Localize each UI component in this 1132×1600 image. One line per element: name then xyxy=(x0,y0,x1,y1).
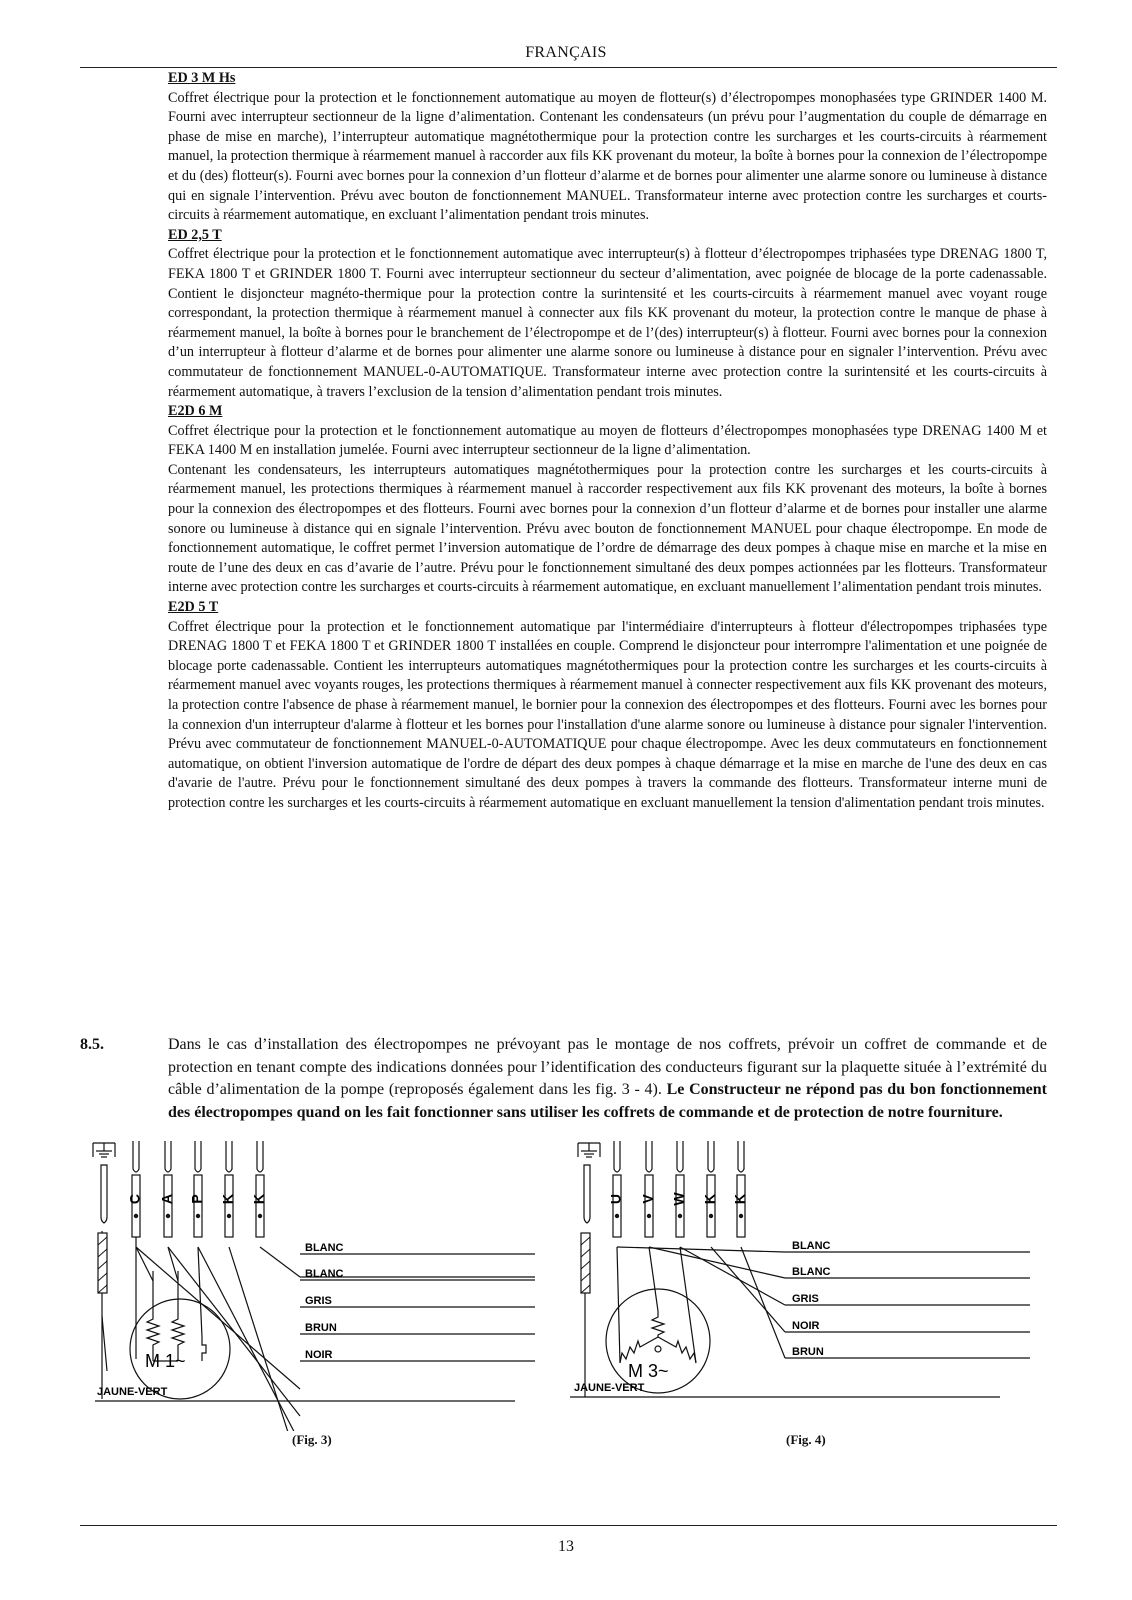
fig3-diagram xyxy=(85,1141,545,1431)
fig3-motor-label: M 1~ xyxy=(145,1351,186,1371)
fig4-terminal-u: U xyxy=(607,1193,624,1205)
controller-descriptions xyxy=(168,69,1047,814)
block-text-e2d5t: Coffret électrique pour la protection et le fonctionnement automatique par l'intermédiaire d'interrupteurs à flotteur d'électropompes triphasées type DRENAG 1800 T et FEKA 1800 T et GRINDER 1800 T installées en couple. Comprend le disjoncteur pour interrompre l'alimentation et une poignée de blocage porte cadenassable. Contient les interrupteurs automatiques magnétothermiques pour la protection contre les surcharges et les courts-circuits à réarmement manuel avec voyants rouges, les protections thermiques à réarmement manuel à connecter respectivement aux fils KK provenant des moteurs, la protection contre l'absence de phase à réarmement manuel, le bornier pour la connexion des électropompes et des flotteurs. Fourni avec les bornes pour la connexion d'un interrupteur d'alarme à flotteur et les bornes pour l'installation d'une alarme sonore ou lumineuse à distance pour signaler l'intervention. Prévu avec commutateur de fonctionnement MANUEL-0-AUTOMATIQUE pour chaque électropompe. Avec les deux commutateurs en fonctionnement automatique, on obtient l'inversion automatique de l'ordre de départ des deux pompes à chaque démarrage et la mise en marche de l'une des deux en cas d'avarie de l'autre. Prévu pour le fonctionnement simultané des deux pompes à travers la commande des flotteurs. Transformateur interne muni de protection contre les surcharges et les courts-circuits à réarmement automatique en excluant manuellement la tension d'alimentation pendant trois minutes. xyxy=(168,618,1047,811)
section-8-5 xyxy=(80,1034,1047,1124)
block-title-ed25t: ED 2,5 T xyxy=(168,226,222,243)
block-text-ed25t: Coffret électrique pour la protection et le fonctionnement automatique avec interrupteur(s) à flotteur d’électropompes triphasées type DRENAG 1800 T, FEKA 1800 T et GRINDER 1800 T. Fourni avec interrupteur sectionneur du secteur d’alimentation, avec poignée de blocage de la porte cadenassable. Contient le disjoncteur magnéto-thermique pour la protection contre la surintensité et les courts-circuits à réarmement manuel avec voyant rouge correspondant, la protection thermique à réarmement manuel à connecter aux fils KK provenant du moteur, la protection contre le manque de phase à réarmement manuel, la boîte à bornes pour le branchement de l’électropompe et de l’(des) interrupteur(s) à flotteur. Fourni avec bornes pour la connexion d’un interrupteur à flotteur d’alarme et de bornes pour alimenter une alarme sonore ou lumineuse à distance pour en signaler l’intervention. Prévu avec commutateur de fonctionnement MANUEL-0-AUTOMATIQUE. Transformateur interne avec protection contre la surintensité et les courts-circuits à réarmement automatique, à travers l’exclusion de la tension d’alimentation pendant trois minutes. xyxy=(168,246,1047,400)
page-number: 13 xyxy=(558,1538,574,1555)
fig4-wire-blanc-2: BLANC xyxy=(792,1266,831,1278)
fig4-wire-blanc-1: BLANC xyxy=(792,1240,831,1252)
fig3-wire-brun: BRUN xyxy=(305,1322,337,1334)
footer-rule xyxy=(80,1525,1057,1526)
fig3-ground-label: JAUNE-VERT xyxy=(97,1386,168,1398)
fig4-wire-noir: NOIR xyxy=(792,1320,820,1332)
figure-3-wiring xyxy=(85,1141,545,1436)
ground-icon xyxy=(93,1143,115,1157)
fig4-diagram xyxy=(570,1141,1040,1431)
fig3-cables xyxy=(132,1141,264,1237)
fig3-wire-blanc-2: BLANC xyxy=(305,1268,344,1280)
header-rule xyxy=(80,67,1057,68)
page-header-language: FRANÇAIS xyxy=(525,44,607,61)
section-warning: Le Constructeur ne répond pas du bon fonctionnement des électropompes quand on les fait fonctionner sans utiliser les coffrets de commande et de protection de notre fourniture. xyxy=(168,1081,1048,1121)
block-title-ed3mhs: ED 3 M Hs xyxy=(168,70,236,86)
fig4-motor-label: M 3~ xyxy=(628,1361,669,1381)
block-title-e2d5t: E2D 5 T xyxy=(168,599,219,616)
fig4-terminal-w: W xyxy=(670,1192,687,1206)
fig3-wire-noir: NOIR xyxy=(305,1349,333,1361)
fig3-terminal-a: A xyxy=(158,1193,175,1205)
fig3-terminal-c: C xyxy=(126,1193,143,1205)
fig4-terminal-k2: K xyxy=(731,1193,748,1205)
fig4-wire-gris: GRIS xyxy=(792,1293,819,1305)
fig3-wire-gris: GRIS xyxy=(305,1295,332,1307)
section-text xyxy=(168,1034,1047,1124)
fig3-terminal-k1: K xyxy=(219,1193,236,1205)
fig4-ground-label: JAUNE-VERT xyxy=(574,1382,645,1394)
fig4-cables xyxy=(613,1141,745,1237)
fig4-terminal-k1: K xyxy=(701,1193,718,1205)
fig4-caption: (Fig. 4) xyxy=(786,1432,826,1447)
ground-icon xyxy=(578,1143,600,1157)
fig4-wire-brun: BRUN xyxy=(792,1346,824,1358)
fig3-caption: (Fig. 3) xyxy=(292,1432,332,1447)
block-text-e2d6m-2: Contenant les condensateurs, les interrupteurs automatiques magnétothermiques pour la protection contre les surcharges et les courts-circuits à réarmement manuel, les protections thermiques à réarmement manuel à raccorder respectivement aux fils KK provenant des moteurs, la boîte à bornes pour la connexion des électropompes et des flotteurs. Fourni avec bornes pour la connexion d’un flotteur d’alarme et de bornes pour installer une alarme sonore ou lumineuse à distance qui en signale l’intervention. Prévu avec bouton de fonctionnement MANUEL pour chaque électropompe. En mode de fonctionnement automatique, le coffret permet l’inversion automatique de l’ordre de démarrage des deux pompes à chaque mise en marche et la mise en route de l’une des deux en cas d’avarie de l’autre. Prévu pour le fonctionnement simultané des deux pompes actionnées par les flotteurs. Transformateur interne avec protection contre les surcharges et courts-circuits à réarmement automatique, en excluant manuellement l’alimentation pendant trois minutes. xyxy=(168,461,1047,596)
section-number: 8.5. xyxy=(80,1036,104,1053)
fig3-wire-blanc-1: BLANC xyxy=(305,1242,344,1254)
section-body: Dans le cas d’installation des électropompes ne prévoyant pas le montage de nos coffrets, prévoir un coffret de commande et de protection en tenant compte des indications données pour l’identification des conducteurs figurant sur la plaquette située à l’extrémité du câble d’alimentation de la pompe (reproposés également dans les fig. 3 - 4). xyxy=(168,1036,1047,1098)
fig3-terminal-p: P xyxy=(188,1194,205,1204)
block-text-ed3mhs: Coffret électrique pour la protection et le fonctionnement automatique au moyen de flotteur(s) d’électropompes monophasées type GRINDER 1400 M. Fourni avec interrupteur sectionneur de la ligne d’alimentation. Contenant les condensateurs (un prévu pour l’augmentation du couple de démarrage en phase de mise en marche), l’interrupteur automatique magnétothermique pour la protection contre les surcharges et les courts-circuits à réarmement manuel, la protection thermique à réarmement manuel à raccorder aux fils KK provenant du moteur, la boîte à bornes pour la connexion de l’électropompe et du (des) flotteur(s). Fourni avec bornes pour la connexion d’un flotteur d’alarme et de bornes pour alimenter une alarme sonore ou lumineuse à distance qui en signale l’intervention. Prévu avec bouton de fonctionnement MANUEL. Transformateur interne avec protection contre les surcharges et courts-circuits à réarmement automatique, en excluant l’alimentation pendant trois minutes. xyxy=(168,89,1047,224)
figure-4-wiring xyxy=(570,1141,1040,1436)
fig3-terminal-k2: K xyxy=(250,1193,267,1205)
fig4-terminal-v: V xyxy=(639,1194,656,1204)
block-text-e2d6m-1: Coffret électrique pour la protection et le fonctionnement automatique au moyen de flotteurs d’électropompes monophasées type DRENAG 1400 M et FEKA 1400 M en installation jumelée. Fourni avec interrupteur sectionneur de la ligne d’alimentation. xyxy=(168,422,1047,459)
block-title-e2d6m: E2D 6 M xyxy=(168,403,223,420)
